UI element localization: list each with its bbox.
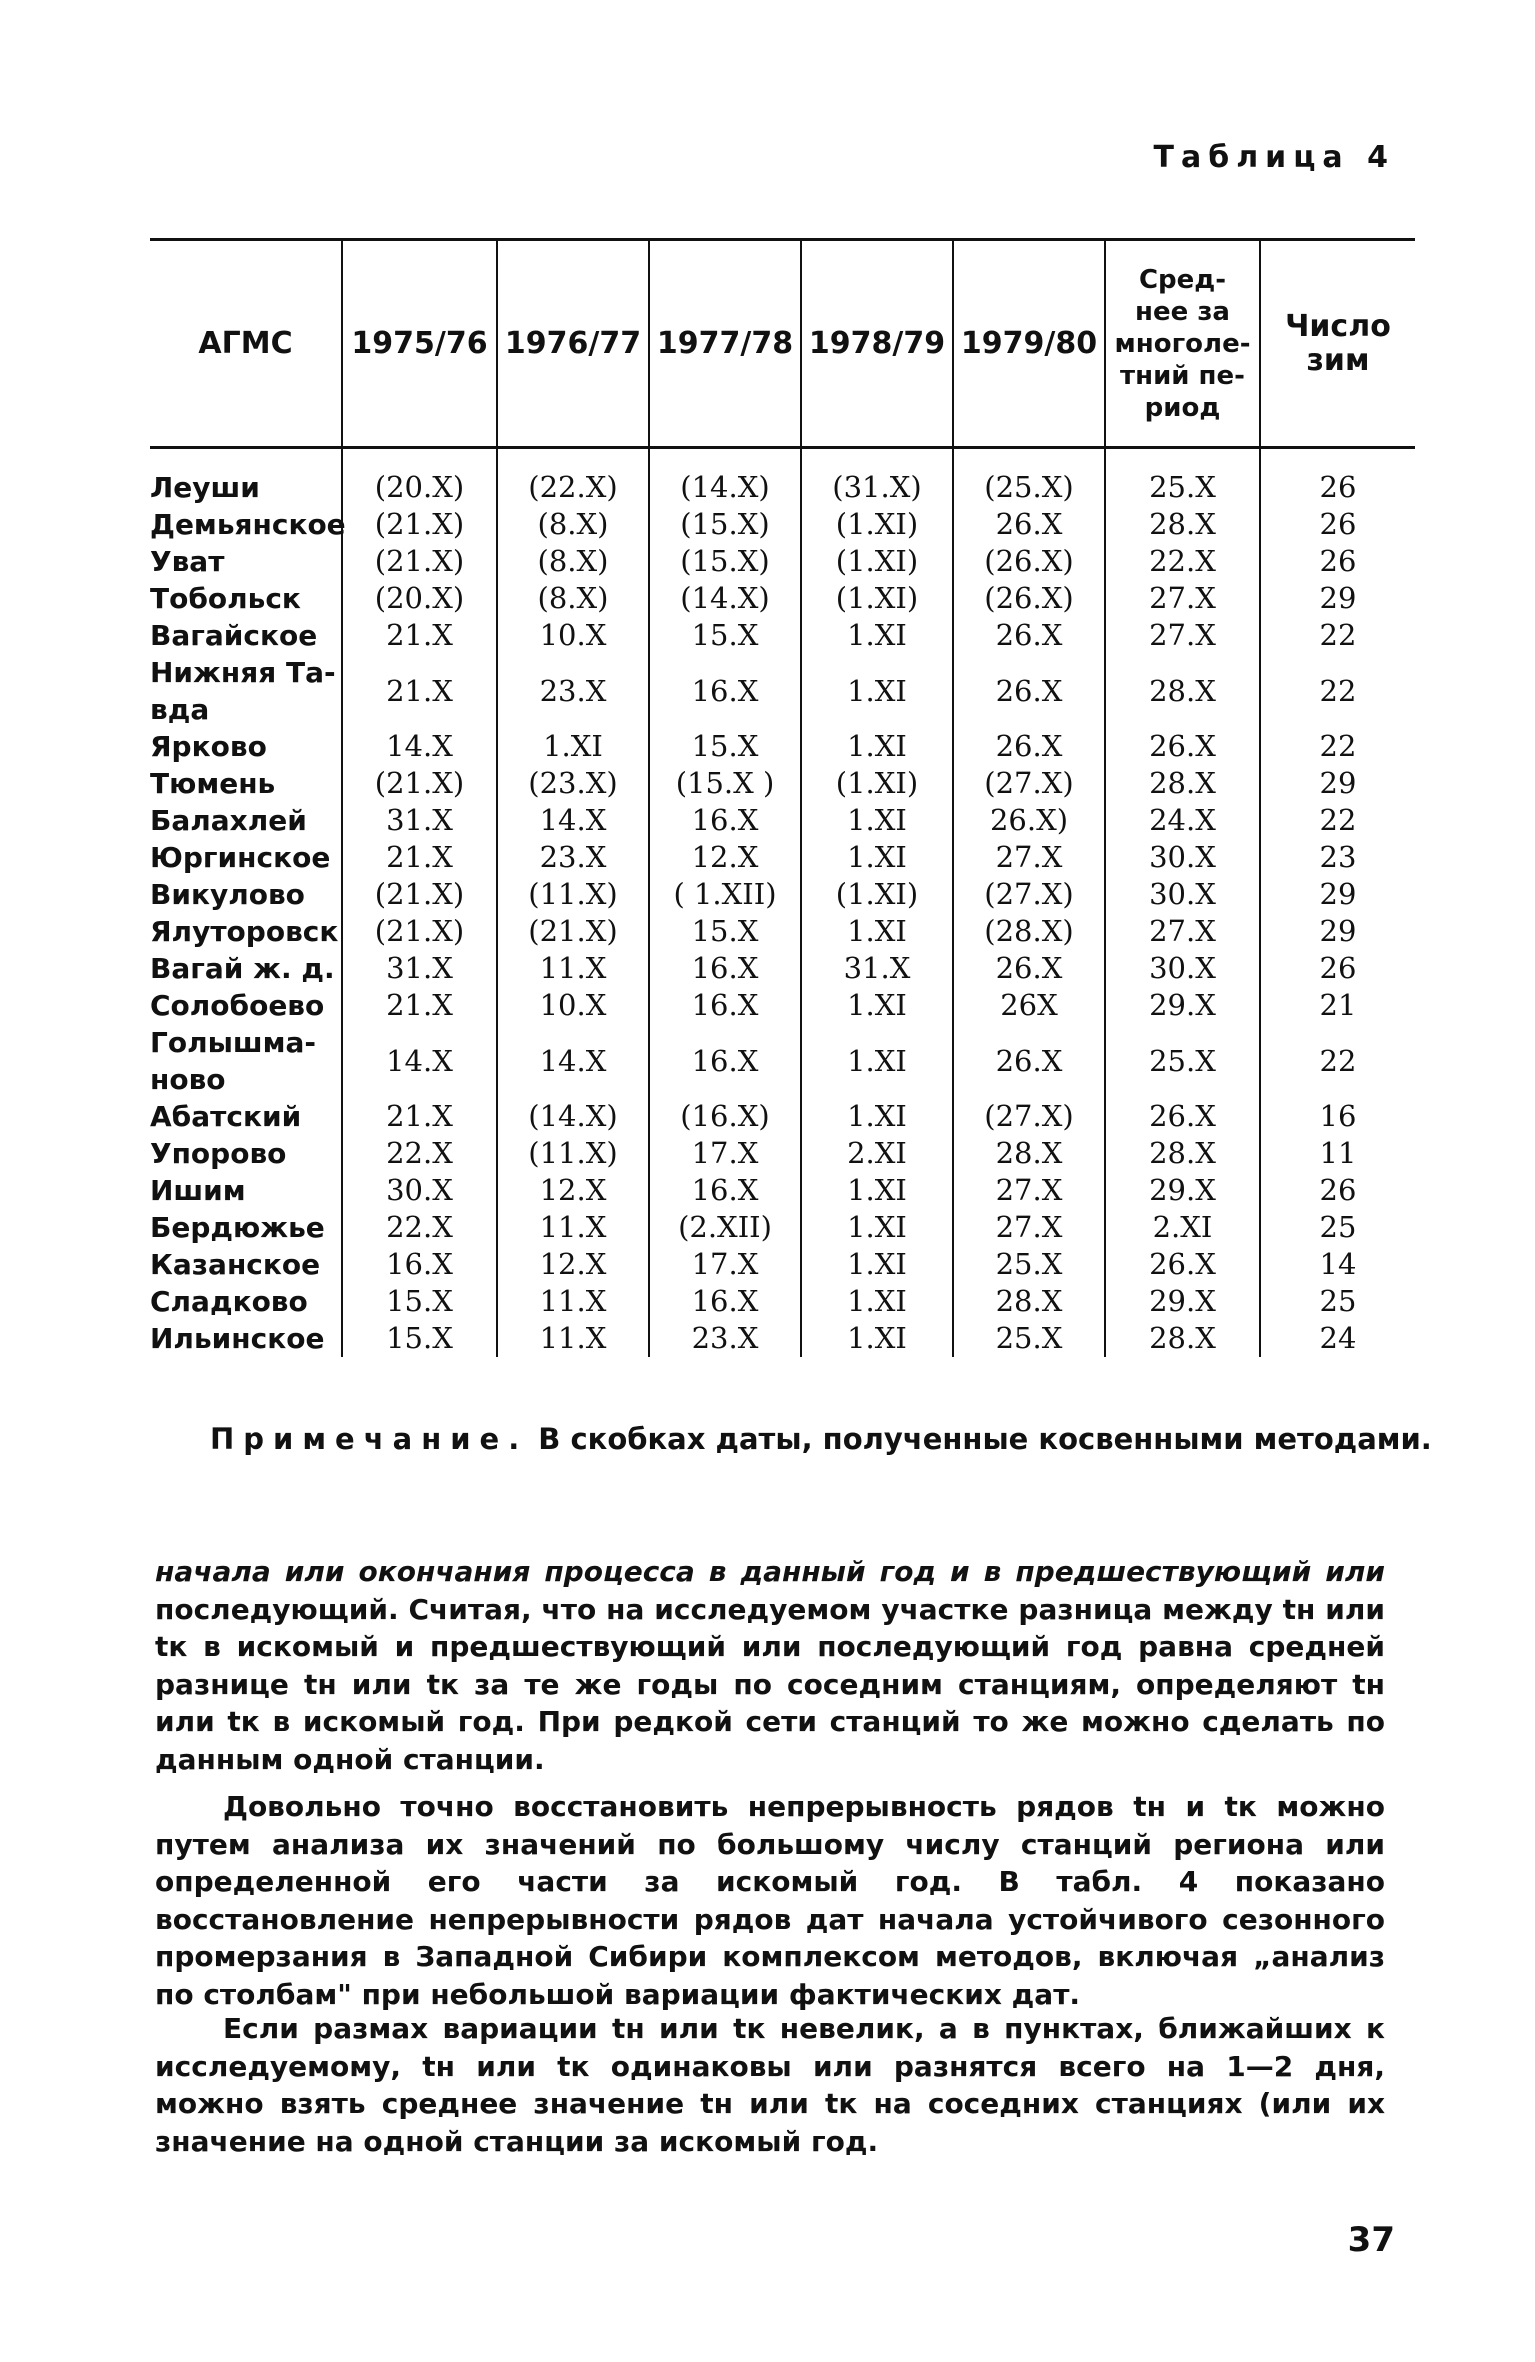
- date-cell: 1.XI: [801, 1209, 953, 1246]
- date-cell: (8.X): [497, 506, 649, 543]
- date-cell: (20.X): [342, 448, 497, 507]
- date-cell: 23.X: [497, 839, 649, 876]
- date-cell: 16.X: [649, 1024, 801, 1098]
- date-cell: 1.XI: [497, 728, 649, 765]
- station-name-cell: Солобоево: [150, 989, 325, 1022]
- date-cell: 22: [1260, 802, 1415, 839]
- station-name-cell: Ишим: [150, 1174, 246, 1207]
- station-name-cell: Тюмень: [150, 767, 276, 800]
- header-year-1975: 1975/76: [342, 240, 497, 448]
- date-cell: 27.X: [953, 1209, 1105, 1246]
- date-cell: 31.X: [342, 802, 497, 839]
- date-cell: (1.XI): [801, 876, 953, 913]
- date-cell: 29.X: [1105, 1172, 1260, 1209]
- date-cell: 26.X: [1105, 1246, 1260, 1283]
- date-cell: (8.X): [497, 543, 649, 580]
- station-name-cell: Бердюжье: [150, 1211, 325, 1244]
- date-cell: 28.X: [1105, 765, 1260, 802]
- table-body: [150, 448, 1415, 1358]
- date-cell: 15.X: [342, 1320, 497, 1357]
- paragraph-1-italic: начала или окончания процесса в данный год и в предшествующий или: [155, 1555, 1385, 1588]
- station-name-cell: Нижняя Та-вда: [150, 656, 336, 726]
- station-name-cell: Вагайское: [150, 619, 318, 652]
- date-cell: 16.X: [649, 1172, 801, 1209]
- date-cell: 24: [1260, 1320, 1415, 1357]
- date-cell: 26.X: [953, 1024, 1105, 1098]
- date-cell: (1.XI): [801, 506, 953, 543]
- date-cell: 2.XI: [801, 1135, 953, 1172]
- date-cell: 16.X: [649, 987, 801, 1024]
- date-cell: (21.X): [342, 765, 497, 802]
- date-cell: 15.X: [649, 617, 801, 654]
- date-cell: 26.X: [953, 506, 1105, 543]
- date-cell: 1.XI: [801, 1098, 953, 1135]
- note-lead: Примечание.: [210, 1422, 529, 1456]
- date-cell: 21.X: [342, 654, 497, 728]
- date-cell: (14.X): [497, 1098, 649, 1135]
- header-year-1978: 1978/79: [801, 240, 953, 448]
- table-row: [150, 1098, 1415, 1135]
- date-cell: 14.X: [342, 728, 497, 765]
- table-row: [150, 654, 1415, 728]
- date-cell: 1.XI: [801, 1024, 953, 1098]
- date-cell: (11.X): [497, 876, 649, 913]
- date-cell: 22: [1260, 1024, 1415, 1098]
- date-cell: 26: [1260, 543, 1415, 580]
- date-cell: 10.X: [497, 617, 649, 654]
- date-cell: 28.X: [1105, 1135, 1260, 1172]
- date-cell: (22.X): [497, 448, 649, 507]
- table-row: [150, 543, 1415, 580]
- date-cell: 25.X: [1105, 1024, 1260, 1098]
- date-cell: 23.X: [649, 1320, 801, 1357]
- header-year-1977: 1977/78: [649, 240, 801, 448]
- date-cell: 21: [1260, 987, 1415, 1024]
- header-year-1976: 1976/77: [497, 240, 649, 448]
- date-cell: (14.X): [649, 580, 801, 617]
- date-cell: 11.X: [497, 1320, 649, 1357]
- header-mean: Сред- нее за многоле- тний пе- риод: [1105, 240, 1260, 448]
- date-cell: 26.X: [1105, 1098, 1260, 1135]
- date-cell: 28.X: [953, 1283, 1105, 1320]
- date-cell: (27.X): [953, 1098, 1105, 1135]
- date-cell: 25: [1260, 1209, 1415, 1246]
- date-cell: 22: [1260, 617, 1415, 654]
- date-cell: (21.X): [342, 506, 497, 543]
- date-cell: 23.X: [497, 654, 649, 728]
- date-cell: 14.X: [342, 1024, 497, 1098]
- table-row: [150, 1283, 1415, 1320]
- date-cell: 26: [1260, 950, 1415, 987]
- date-cell: 26X: [953, 987, 1105, 1024]
- date-cell: 1.XI: [801, 913, 953, 950]
- station-name-cell: Сладково: [150, 1285, 308, 1318]
- date-cell: (8.X): [497, 580, 649, 617]
- date-cell: (15.X): [649, 543, 801, 580]
- date-cell: (16.X): [649, 1098, 801, 1135]
- date-cell: 25.X: [1105, 448, 1260, 507]
- date-cell: 30.X: [1105, 839, 1260, 876]
- table-row: [150, 617, 1415, 654]
- header-year-1979: 1979/80: [953, 240, 1105, 448]
- data-table: [150, 238, 1415, 1357]
- date-cell: 1.XI: [801, 617, 953, 654]
- date-cell: 29.X: [1105, 987, 1260, 1024]
- date-cell: 1.XI: [801, 1246, 953, 1283]
- date-cell: 26.X: [953, 617, 1105, 654]
- date-cell: 21.X: [342, 1098, 497, 1135]
- date-cell: (27.X): [953, 876, 1105, 913]
- date-cell: 26: [1260, 448, 1415, 507]
- table-row: [150, 1172, 1415, 1209]
- table-row: [150, 802, 1415, 839]
- station-name-cell: Демьянское: [150, 508, 346, 541]
- date-cell: (15.X): [649, 506, 801, 543]
- date-cell: (11.X): [497, 1135, 649, 1172]
- date-cell: 21.X: [342, 987, 497, 1024]
- date-cell: 16.X: [649, 654, 801, 728]
- date-cell: 29: [1260, 580, 1415, 617]
- date-cell: 14: [1260, 1246, 1415, 1283]
- station-name-cell: Тобольск: [150, 582, 301, 615]
- date-cell: 11.X: [497, 1283, 649, 1320]
- date-cell: (21.X): [342, 543, 497, 580]
- date-cell: (28.X): [953, 913, 1105, 950]
- date-cell: (1.XI): [801, 580, 953, 617]
- date-cell: (21.X): [497, 913, 649, 950]
- date-cell: 1.XI: [801, 1320, 953, 1357]
- station-name-cell: Ильинское: [150, 1322, 325, 1355]
- table-row: [150, 1135, 1415, 1172]
- station-name-cell: Абатский: [150, 1100, 302, 1133]
- station-name-cell: Ялуторовск: [150, 915, 339, 948]
- date-cell: (21.X): [342, 876, 497, 913]
- date-cell: 28.X: [953, 1135, 1105, 1172]
- date-cell: 14.X: [497, 1024, 649, 1098]
- paragraph-1: [155, 1553, 1385, 1778]
- table-row: [150, 950, 1415, 987]
- date-cell: 24.X: [1105, 802, 1260, 839]
- date-cell: 15.X: [649, 728, 801, 765]
- date-cell: 1.XI: [801, 728, 953, 765]
- date-cell: (14.X): [649, 448, 801, 507]
- date-cell: (23.X): [497, 765, 649, 802]
- date-cell: 30.X: [342, 1172, 497, 1209]
- date-cell: 31.X: [801, 950, 953, 987]
- table-row: [150, 1024, 1415, 1098]
- table-caption: Таблица 4: [1153, 140, 1395, 175]
- station-name-cell: Леуши: [150, 471, 260, 504]
- date-cell: 16.X: [649, 802, 801, 839]
- date-cell: 16.X: [649, 1283, 801, 1320]
- date-cell: 1.XI: [801, 1172, 953, 1209]
- date-cell: 30.X: [1105, 876, 1260, 913]
- date-cell: 30.X: [1105, 950, 1260, 987]
- table-row: [150, 728, 1415, 765]
- date-cell: 27.X: [1105, 913, 1260, 950]
- date-cell: 1.XI: [801, 987, 953, 1024]
- table-row: [150, 580, 1415, 617]
- date-cell: 11.X: [497, 950, 649, 987]
- date-cell: 1.XI: [801, 1283, 953, 1320]
- date-cell: ( 1.XII): [649, 876, 801, 913]
- date-cell: 22: [1260, 728, 1415, 765]
- page-number: 37: [1347, 2220, 1395, 2260]
- date-cell: (2.XII): [649, 1209, 801, 1246]
- table-row: [150, 1320, 1415, 1357]
- table-row: [150, 448, 1415, 507]
- date-cell: (31.X): [801, 448, 953, 507]
- date-cell: 21.X: [342, 839, 497, 876]
- date-cell: (21.X): [342, 913, 497, 950]
- date-cell: 27.X: [1105, 617, 1260, 654]
- date-cell: 28.X: [1105, 654, 1260, 728]
- date-cell: 22.X: [1105, 543, 1260, 580]
- date-cell: 26.X: [1105, 728, 1260, 765]
- table-row: [150, 765, 1415, 802]
- station-name-cell: Казанское: [150, 1248, 321, 1281]
- date-cell: 26.X: [953, 728, 1105, 765]
- table-row: [150, 913, 1415, 950]
- date-cell: (1.XI): [801, 543, 953, 580]
- date-cell: 10.X: [497, 987, 649, 1024]
- date-cell: 12.X: [497, 1246, 649, 1283]
- date-cell: 17.X: [649, 1135, 801, 1172]
- date-cell: 16.X: [649, 950, 801, 987]
- date-cell: 23: [1260, 839, 1415, 876]
- date-cell: 11: [1260, 1135, 1415, 1172]
- station-name-cell: Вагай ж. д.: [150, 952, 335, 985]
- date-cell: 26.X: [953, 950, 1105, 987]
- table-note: [210, 1422, 1432, 1456]
- date-cell: 25: [1260, 1283, 1415, 1320]
- date-cell: (27.X): [953, 765, 1105, 802]
- date-cell: 21.X: [342, 617, 497, 654]
- table-row: [150, 839, 1415, 876]
- date-cell: 15.X: [342, 1283, 497, 1320]
- table-row: [150, 1246, 1415, 1283]
- station-name-cell: Балахлей: [150, 804, 307, 837]
- date-cell: 15.X: [649, 913, 801, 950]
- date-cell: 28.X: [1105, 1320, 1260, 1357]
- paragraph-1-text: последующий. Считая, что на исследуемом участке разница между tн или tк в искомый и предшествующий или последующий год равна средней разнице tн или tк за те же годы по соседним станциям, определяют tн или tк в искомый год. При редкой сети станций то же можно сделать по данным одной станции.: [155, 1592, 1385, 1776]
- date-cell: 25.X: [953, 1320, 1105, 1357]
- date-cell: (26.X): [953, 543, 1105, 580]
- table-row: [150, 876, 1415, 913]
- date-cell: 1.XI: [801, 839, 953, 876]
- date-cell: 2.XI: [1105, 1209, 1260, 1246]
- date-cell: 26.X): [953, 802, 1105, 839]
- table-header-row: [150, 240, 1415, 448]
- date-cell: (20.X): [342, 580, 497, 617]
- station-name-cell: Упорово: [150, 1137, 287, 1170]
- station-name-cell: Уват: [150, 545, 225, 578]
- station-name-cell: Викулово: [150, 878, 305, 911]
- date-cell: 1.XI: [801, 654, 953, 728]
- date-cell: 27.X: [1105, 580, 1260, 617]
- date-cell: (25.X): [953, 448, 1105, 507]
- date-cell: 17.X: [649, 1246, 801, 1283]
- date-cell: 14.X: [497, 802, 649, 839]
- date-cell: (26.X): [953, 580, 1105, 617]
- date-cell: 12.X: [497, 1172, 649, 1209]
- date-cell: 25.X: [953, 1246, 1105, 1283]
- header-station: АГМС: [150, 240, 342, 448]
- date-cell: (15.X ): [649, 765, 801, 802]
- date-cell: 22: [1260, 654, 1415, 728]
- station-name-cell: Ярково: [150, 730, 267, 763]
- date-cell: 26.X: [953, 654, 1105, 728]
- date-cell: 28.X: [1105, 506, 1260, 543]
- paragraph-3: Если размах вариации tн или tк невелик, а в пунктах, ближайших к исследуемому, tн или tк одинаковы или разнятся всего на 1—2 дня, можно взять среднее значение tн или tк на соседних станциях (или их значение на одной станции за искомый год.: [155, 2012, 1385, 2158]
- date-cell: 27.X: [953, 839, 1105, 876]
- date-cell: 26: [1260, 506, 1415, 543]
- date-cell: 31.X: [342, 950, 497, 987]
- date-cell: 27.X: [953, 1172, 1105, 1209]
- date-cell: 29: [1260, 876, 1415, 913]
- header-count: Число зим: [1260, 240, 1415, 448]
- station-name-cell: Голышма-ново: [150, 1026, 317, 1096]
- date-cell: (1.XI): [801, 765, 953, 802]
- table-row: [150, 987, 1415, 1024]
- date-cell: 16: [1260, 1098, 1415, 1135]
- paragraph-2: Довольно точно восстановить непрерывность рядов tн и tк можно путем анализа их значений по большому числу станций региона или определенной его части за искомый год. В табл. 4 показано восстановление непрерывности рядов дат начала устойчивого сезонного промерзания в Западной Сибири комплексом методов, включая „анализ по столбам" при небольшой вариации фактических дат.: [155, 1790, 1385, 2011]
- date-cell: 12.X: [649, 839, 801, 876]
- date-cell: 29: [1260, 765, 1415, 802]
- date-cell: 1.XI: [801, 802, 953, 839]
- table-row: [150, 506, 1415, 543]
- date-cell: 26: [1260, 1172, 1415, 1209]
- date-cell: 22.X: [342, 1209, 497, 1246]
- date-cell: 29.X: [1105, 1283, 1260, 1320]
- note-text: В скобках даты, полученные косвенными методами.: [538, 1422, 1432, 1456]
- table-row: [150, 1209, 1415, 1246]
- date-cell: 22.X: [342, 1135, 497, 1172]
- date-cell: 29: [1260, 913, 1415, 950]
- date-cell: 16.X: [342, 1246, 497, 1283]
- date-cell: 11.X: [497, 1209, 649, 1246]
- station-name-cell: Юргинское: [150, 841, 331, 874]
